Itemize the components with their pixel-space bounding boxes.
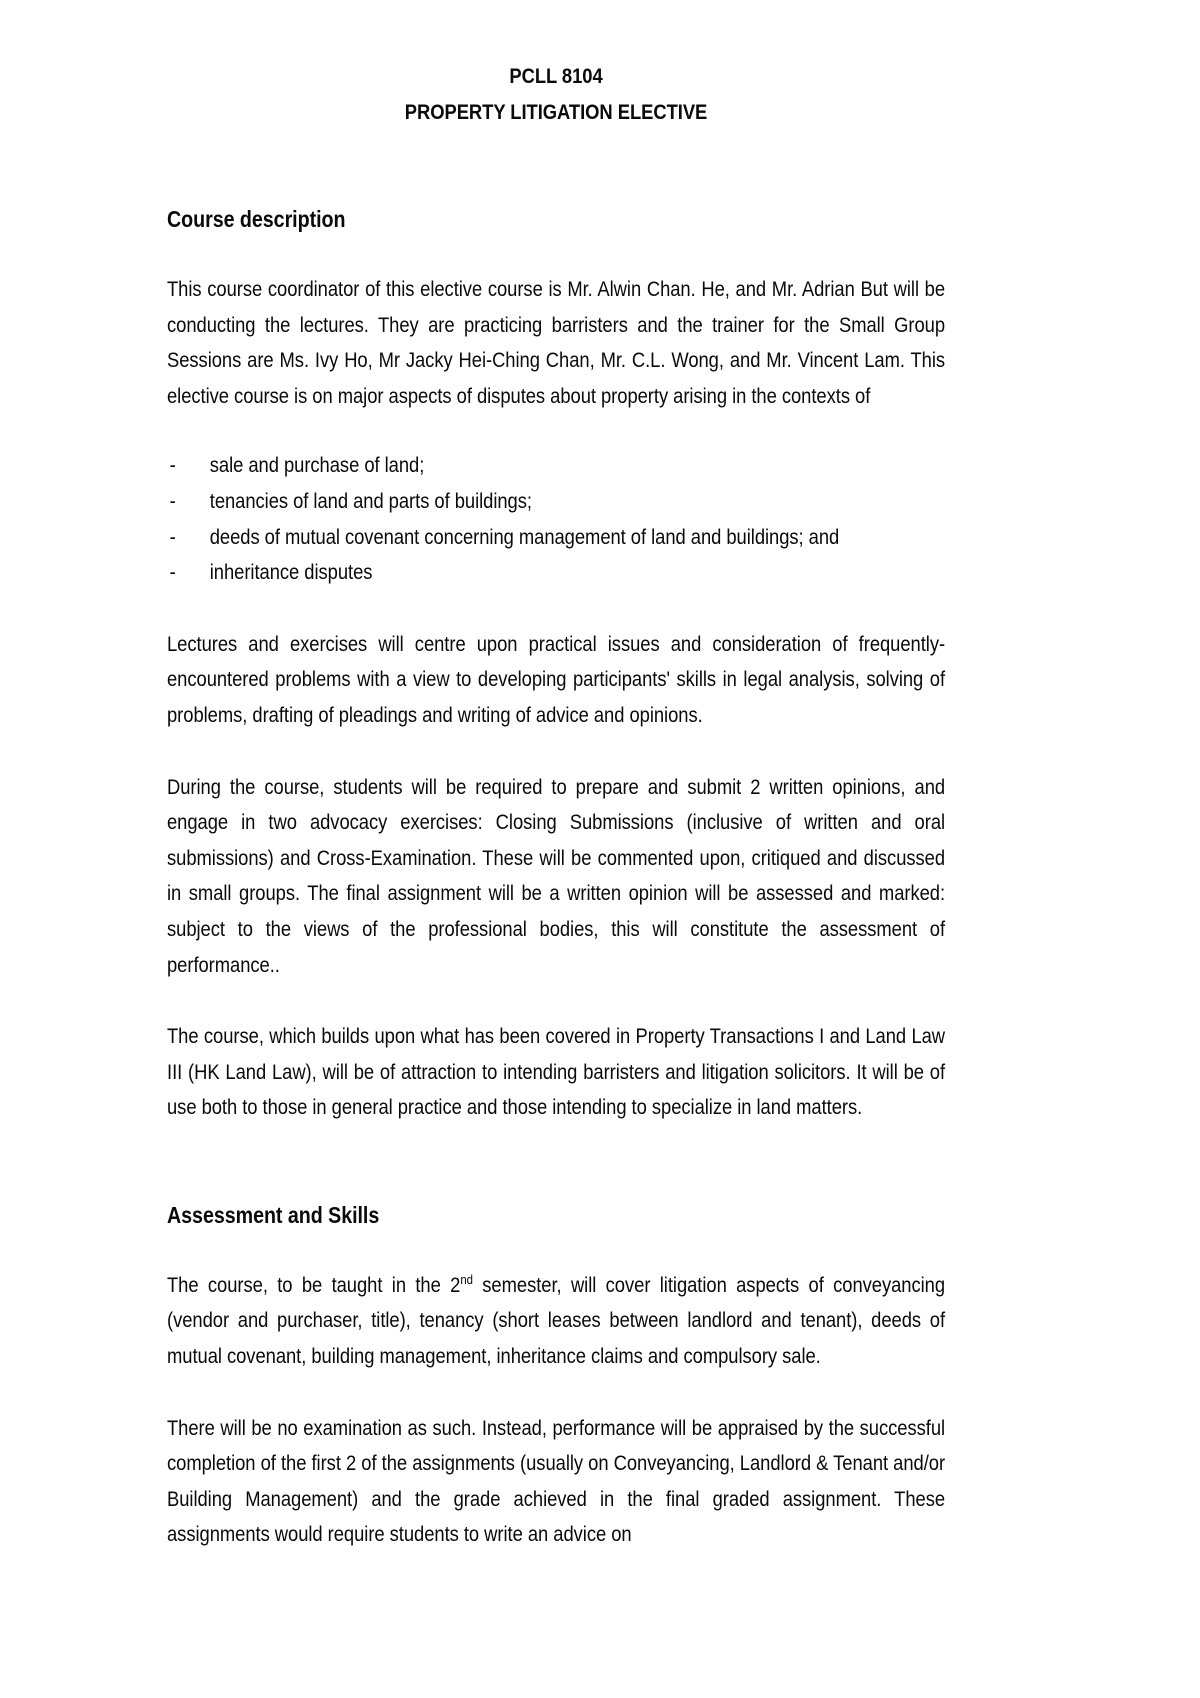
title-line-course-name: PROPERTY LITIGATION ELECTIVE [404,100,708,124]
spacer-after-title [167,130,945,202]
list-item [167,520,945,556]
spacer-after-course-description-heading [167,236,945,272]
spacer-after-bullets [167,591,945,627]
spacer-after-assessment-heading [167,1232,945,1268]
spacer-before-assessment-heading [167,1126,945,1198]
bullet-dash-marker: - [169,524,176,549]
spacer-after-during-paragraph [167,983,945,1019]
list-item [167,555,945,591]
bullet-dash-marker: - [169,560,176,585]
heading-assessment-and-skills: Assessment and Skills [167,1201,380,1228]
semester-text-prefix: The course, to be taught in the 2 [167,1272,461,1297]
list-item [167,448,945,484]
page-content [167,0,945,1553]
paragraph-course-coordinator: This course coordinator of this elective course is Mr. Alwin Chan. He, and Mr. Adrian But will be conducting the lectures. They are practicing barristers and the trainer for the Small Group Sessions are Ms. Ivy Ho, Mr Jacky Hei-Ching Chan, Mr. C.L. Wong, and Mr. Vincent Lam. This elective course is on major aspects of disputes about property arising in the contexts of [167,277,946,408]
paragraph-course-builds-upon: The course, which builds upon what has been covered in Property Transactions I and Land Law III (HK Land Law), will be of attraction to intending barristers and litigation solicitors. It will be of use both to those in general practice and those intending to specialize in land matters. [167,1024,946,1120]
context-bullet-list [167,448,945,590]
document-title [167,58,945,130]
list-item-label: inheritance disputes [209,560,373,585]
ordinal-suffix: nd [460,1271,473,1287]
spacer-after-lectures-paragraph [167,734,945,770]
paragraph-during-the-course: During the course, students will be required to prepare and submit 2 written opinions, and engage in two advocacy exercises: Closing Submissions (inclusive of written and oral submissions) and Cross-Examination. These will be commented upon, critiqued and discussed in small groups. The final assignment will be a written opinion will be assessed and marked: subject to the views of the professional bodies, this will constitute the assessment of performance.. [167,774,946,977]
paragraph-lectures-and-exercises: Lectures and exercises will centre upon practical issues and consideration of frequently-encountered problems with a view to developing participants' skills in legal analysis, solving of problems, drafting of pleadings and writing of advice and opinions. [167,631,946,727]
list-item-label: deeds of mutual covenant concerning management of land and buildings; and [209,524,840,549]
semester-text-rest: semester, will cover litigation aspects of conveyancing (vendor and purchaser, title), tenancy (short leases between landlord and tenant), deeds of mutual covenant, building management, inheritance claims and compulsory sale. [167,1272,946,1369]
spacer-after-semester-paragraph [167,1375,945,1411]
list-item-label: sale and purchase of land; [209,453,425,478]
heading-course-description: Course description [167,206,346,232]
paragraph-semester-coverage [167,1268,945,1375]
top-margin-spacer [167,0,945,58]
title-line-course-code: PCLL 8104 [509,64,603,88]
list-item-label: tenancies of land and parts of buildings; [209,488,532,513]
list-item [167,484,945,520]
paragraph-no-examination: There will be no examination as such. Instead, performance will be appraised by the successful completion of the first 2 of the assignments (usually on Conveyancing, Landlord & Tenant and/or Building Management) and the grade achieved in the final graded assignment. These assignments would require students to write an advice on [167,1415,946,1547]
spacer-before-bullets [167,414,945,448]
bullet-dash-marker: - [169,453,176,478]
bullet-dash-marker: - [169,488,176,513]
